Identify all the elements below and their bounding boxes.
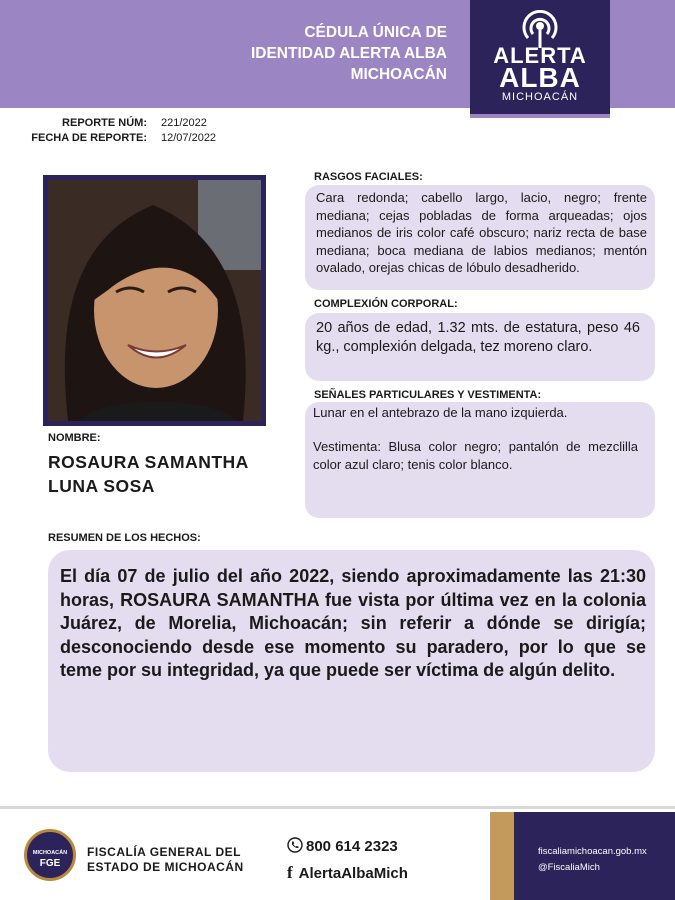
distinctive-marks-text: Lunar en el antebrazo de la mano izquierda. (313, 405, 568, 420)
fge-seal (24, 829, 76, 881)
logo-word-alerta: ALERTA (493, 43, 587, 68)
summary-label: RESUMEN DE LOS HECHOS: (48, 532, 201, 544)
missing-person-photo (48, 180, 261, 421)
person-name-line-2: LUNA SOSA (48, 476, 155, 496)
summary-text: El día 07 de julio del año 2022, siendo aproximadamente las 21:30 horas, ROSAURA SAMANTHA fue vista por última vez en la colonia Juárez, de Morelia, Michoacán; sin referir a dónde se dirigía; desconociendo desde ese momento su paradero, por lo que se teme por su integridad, ya que puede ser víctima de algún delito. (60, 566, 646, 680)
seal-fge-text: FGE (39, 858, 61, 869)
phone-icon (287, 837, 303, 853)
name-label: NOMBRE: (48, 432, 101, 444)
facebook-contact[interactable] (287, 863, 408, 883)
twitter-handle[interactable]: @FiscaliaMich (538, 862, 600, 873)
header-title-line-3: MICHOACÁN (350, 66, 447, 83)
facial-features-box (305, 185, 655, 290)
footer-gold-strip (490, 812, 514, 900)
header-title (187, 22, 447, 85)
footer (0, 806, 675, 900)
body-build-text: 20 años de edad, 1.32 mts. de estatura, peso 46 kg., complexión delgada, tez moreno claro. (316, 320, 640, 355)
website-link[interactable]: fiscaliamichoacan.gob.mx (538, 846, 647, 857)
facial-features-text: Cara redonda; cabello largo, lacio, negro; frente mediana; cejas pobladas de forma arqueadas; ojos medianos de iris color café obscuro; nariz recta de base mediana; boca mediana de labios medianos; mentón ovalado, orejas chicas de lóbulo desadherido. (316, 190, 647, 275)
portrait-illustration (48, 180, 261, 421)
report-date-label: FECHA DE REPORTE: (31, 132, 147, 144)
seal-michoacan-text: MICHOACÁN (32, 850, 68, 856)
fiscalia-name (87, 845, 244, 875)
marks-clothing-label: SEÑALES PARTICULARES Y VESTIMENTA: (314, 389, 542, 401)
body-build-label: COMPLEXIÓN CORPORAL: (314, 298, 458, 310)
marks-clothing-box (305, 402, 655, 518)
photo-frame (43, 175, 266, 426)
phone-number: 800 614 2323 (306, 838, 398, 855)
logo-word-michoacan: MICHOACÁN (501, 91, 579, 103)
clothing-text: Vestimenta: Blusa color negro; pantalón de mezclilla color azul claro; tenis color blanco. (313, 439, 638, 472)
logo-word-alba: ALBA (499, 62, 581, 93)
fiscalia-name-line-1: FISCALÍA GENERAL DEL (87, 845, 242, 859)
phone-contact[interactable] (287, 837, 398, 855)
facebook-handle: AlertaAlbaMich (298, 865, 408, 882)
report-date-value: 12/07/2022 (161, 132, 217, 144)
report-number-label: REPORTE NÚM: (62, 117, 147, 129)
facial-features-label: RASGOS FACIALES: (314, 171, 423, 183)
fiscalia-name-line-2: ESTADO DE MICHOACÁN (87, 860, 244, 874)
facebook-icon: f (287, 863, 293, 882)
header-title-line-1: CÉDULA ÚNICA DE (304, 24, 447, 41)
report-number-value: 221/2022 (161, 117, 207, 129)
alerta-alba-logo (470, 0, 610, 118)
person-name-line-1: ROSAURA SAMANTHA (48, 452, 249, 472)
header-title-line-2: IDENTIDAD ALERTA ALBA (250, 45, 447, 62)
body-build-box (305, 313, 655, 381)
